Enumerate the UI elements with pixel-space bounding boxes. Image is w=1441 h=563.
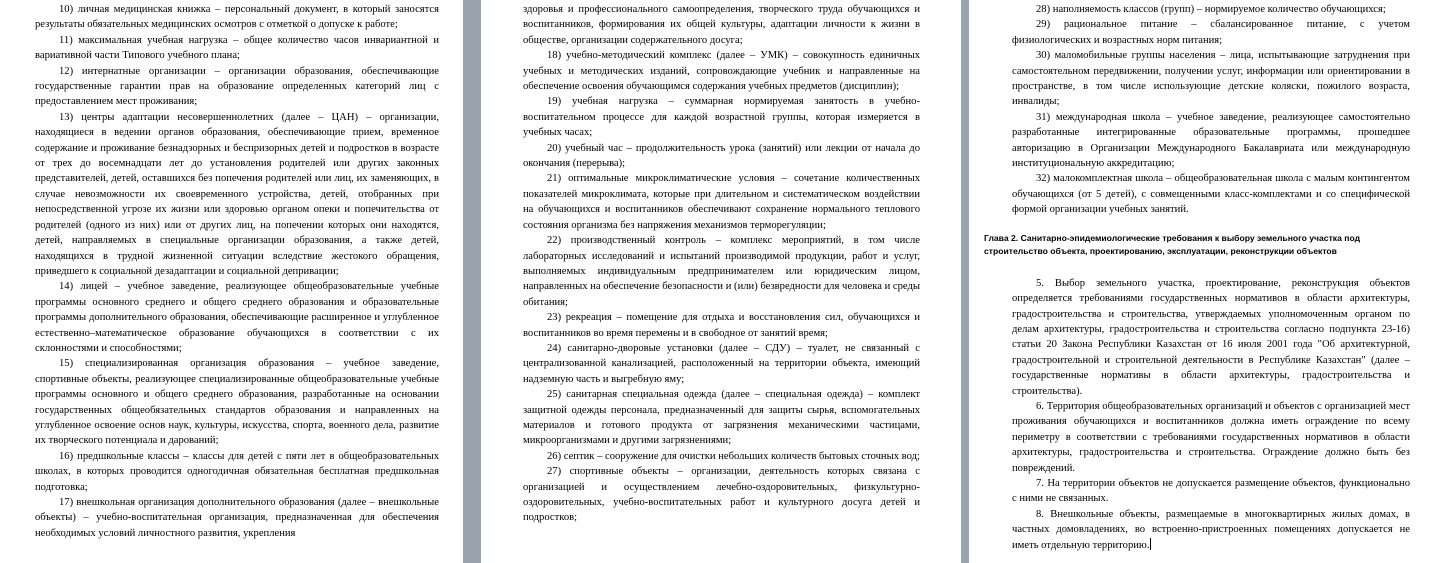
document-page-3[interactable]	[969, 0, 1441, 563]
document-page-1[interactable]	[0, 0, 463, 563]
paragraph: 23) рекреация – помещение для отдыха и восстановления сил, обучающихся и воспитанников во время перемены и в свободное от занятий время;	[523, 312, 920, 339]
paragraph: 10) личная медицинская книжка – персональный документ, в который заносятся результаты обязательных медицинских осмотров с отметкой о допуске к работе;	[35, 4, 439, 31]
paragraph: 11) максимальная учебная нагрузка – общее количество часов инвариантной и вариативной части Типового учебного плана;	[35, 34, 439, 62]
paragraph: 28) наполняемость классов (групп) – нормируемое количество обучающихся;	[1036, 4, 1386, 15]
document-page-2[interactable]	[481, 0, 961, 563]
paragraph: 22) производственный контроль – комплекс мероприятий, в том числе лабораторных исследований и испытаний производимой продукции, работ и услуг, выполняемых индивидуальным предпринимателем или юридическим лицом, направленных на обеспечение безопасности и (или) безвредности для человека и среды обитания;	[523, 235, 920, 308]
paragraph: 7. На территории объектов не допускается размещение объектов, функционально с ними не связанных.	[1012, 477, 1410, 505]
chapter-heading: Глава 2. Санитарно-эпидемиологические требования к выбору земельного участка под строительство объекта, проектированию, эксплуатации, реконструкции объектов	[984, 232, 1361, 256]
paragraph: 20) учебный час – продолжительность урока (занятий) или лекции от начала до окончания (перерыва);	[523, 142, 920, 170]
paragraph: 15) специализированная организация образования – учебное заведение, спортивные объекты, реализующее специализированные общеобразовательные учебные программы основного и общего среднего образования, разработанные на основании государственных общеобязательных стандартов образования и направленных на углубленное освоение основ наук, культуры, искусства, спорта, военного дела, развитие их творческого потенциала и дарований;	[35, 358, 439, 447]
paragraph: 26) септик – сооружение для очистки небольших количеств бытовых сточных вод;	[547, 450, 920, 462]
paragraph: 24) санитарно-дворовые установки (далее – СДУ) – туалет, не связанный с централизованной канализацией, расположенный на территории объекта, имеющий надземную часть и выгребную яму;	[523, 342, 920, 385]
paragraph: 25) санитарная специальная одежда (далее – специальная одежда) – комплект защитной одежды персонала, предназначенный для защиты сырья, вспомогательных материалов и готового продукта от загрязнения механическими частицами, микроорганизмами и другими загрязнениями;	[523, 389, 920, 447]
paragraph: здоровья и профессионального самоопределения, творческого труда обучающихся и воспитанников, формирования их общей культуры, адаптации личности к жизни в обществе, организации содержательного досуга;	[523, 4, 920, 46]
paragraph: 13) центры адаптации несовершеннолетних (далее – ЦАН) – организации, находящиеся в ведении органов образования, обеспечивающие прием, временное содержание и проживание безнадзорных и беспризорных детей и подростков в возрасте от трех до восемнадцати лет до установления родителей или других законных представителей, детей, оставшихся без попечения родителей или лиц, их заменяющих, в случае невозможности их своевременного устройства, детей, отобранных при непосредственной угрозе их жизни или здоровью органом опеки и попечительства от родителей (одного из них) или от других лиц, на попечении которых они находятся, детей, направляемых в специальные организации образования, а также детей, находящихся в трудной жизненной ситуации вследствие жестокого обращения, приведшего к социальной дезадаптации и социальной депривации;	[35, 111, 439, 277]
paragraph: 29) рациональное питание – сбалансированное питание, с учетом физиологических и возрастных норм питания;	[1012, 19, 1410, 46]
paragraph: 27) спортивные объекты – организации, деятельность которых связана с организацией и осуществлением лечебно-оздоровительных, физкультурно-оздоровительных, учебно-воспитательных работ и культурного досуга детей и подростков;	[523, 466, 920, 524]
paragraph: 18) учебно-методический комплекс (далее – УМК) – совокупность единичных учебных и методических изданий, сопровождающие учебник и направленные на обеспечение освоения обучающимся содержания учебных предметов (дисциплин);	[523, 50, 920, 93]
paragraph: 17) внешкольная организация дополнительного образования (далее – внешкольные объекты) – учебно-воспитательная организация, предназначенная для обеспечения необходимых условий личностного развития, укрепления	[35, 497, 439, 539]
paragraph: 30) маломобильные группы населения – лица, испытывающие затруднения при самостоятельном передвижении, получении услуг, информации или ориентировании в пространстве, в том числе использующие детские коляски, пожилого возраста, инвалиды;	[1012, 50, 1410, 108]
paragraph: 16) предшкольные классы – классы для детей с пяти лет в общеобразовательных школах, в которых проводится одногодичная обязательная бесплатная предшкольная подготовка;	[35, 450, 439, 493]
paragraph: 14) лицей – учебное заведение, реализующее общеобразовательные учебные программы основного среднего и общего среднего образования и образовательные программы дополнительного образования, обеспечивающие расширенное и углубленное естественно–математическое образование обучающихся в соответствии с их склонностями и способностями;	[35, 281, 439, 354]
paragraph-last	[1012, 507, 1410, 553]
paragraph: 19) учебная нагрузка – суммарная нормируемая занятость в учебно-воспитательном процессе для каждой возрастной группы, которая измеряется в учебных часах;	[523, 96, 920, 139]
paragraph: 31) международная школа – учебное заведение, реализующее самостоятельно разработанные интегрированные образовательные программы, прошедшее авторизацию в Организации Международного Бакалавриата или международную институциональную аккредитацию;	[1012, 111, 1410, 170]
paragraph: 6. Территория общеобразовательных организаций и объектов с организацией мест проживания обучающихся и воспитанников должна иметь ограждение по всему периметру в соответствии с требованиями государственных нормативов в области архитектуры, градостроительства и строительства. Ограждение должно быть без повреждений.	[1012, 400, 1410, 474]
text-cursor	[1150, 538, 1151, 550]
paragraph-text: 8. Внешкольные объекты, размещаемые в многоквартирных жилых домах, в частных домовладениях, во встроенно-пристроенных помещениях допускается не иметь отдельную территорию.	[1012, 508, 1410, 551]
paragraph: 5. Выбор земельного участка, проектирование, реконструкция объектов определяется требованиями государственных нормативов в области архитектуры, градостроительства и строительства, утверждаемых уполномоченным органом по делам архитектуры, градостроительства и строительства согласно подпункта 23-16) статьи 20 Закона Республики Казахстан от 16 июля 2001 года "Об архитектурной, градостроительной и строительной деятельности в Республике Казахстан" (далее – государственные нормативы в области архитектуры, градостроительства и строительства).	[1012, 277, 1410, 397]
paragraph: 12) интернатные организации – организации образования, обеспечивающие государственные гарантии прав на образование определенных категорий лиц с предоставлением мест проживания;	[35, 65, 439, 108]
paragraph: 32) малокомплектная школа – общеобразовательная школа с малым контингентом обучающихся (от 5 детей), с совмещенными класс-комплектами и со специфической формой организации учебных занятий.	[1012, 173, 1410, 216]
paragraph: 21) оптимальные микроклиматические условия – сочетание количественных показателей микроклимата, которые при длительном и систематическом воздействии на обучающихся и воспитанников обеспечивают сохранение нормального теплового состояния организма без напряжения механизмов терморегуляции;	[523, 173, 920, 231]
